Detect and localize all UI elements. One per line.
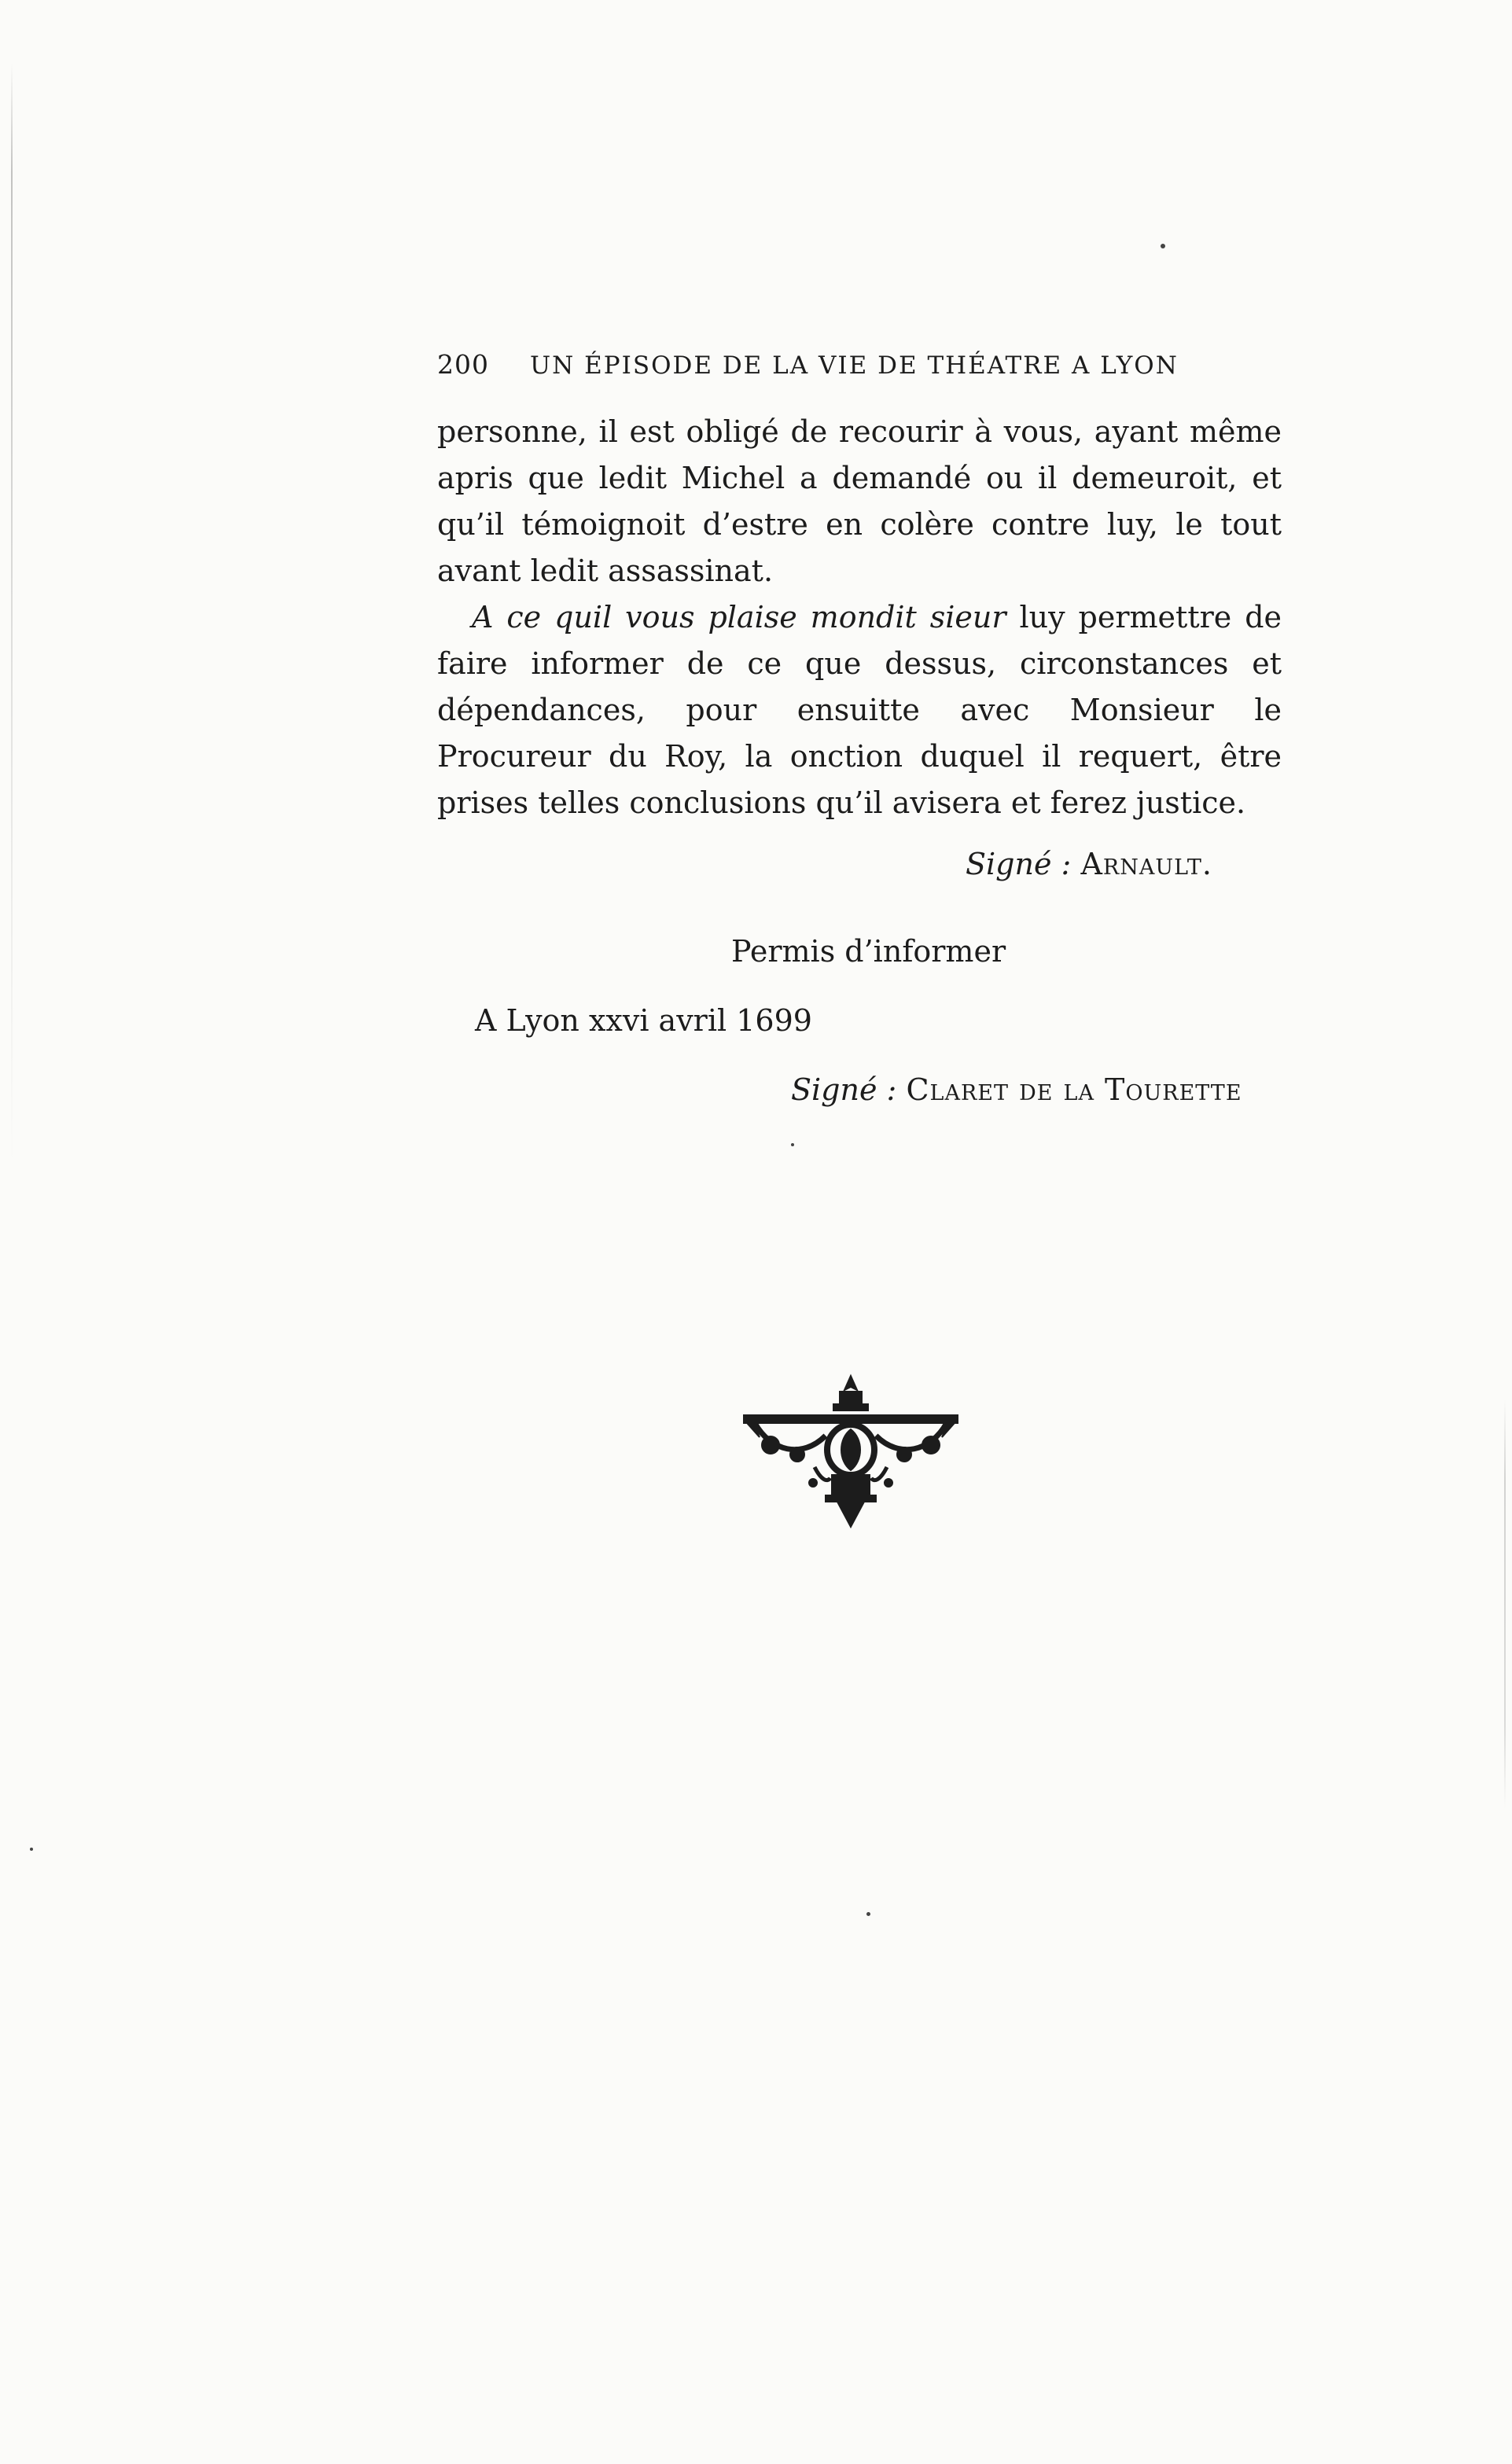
- scan-speck: [1161, 244, 1165, 248]
- running-head-title: UN ÉPISODE DE LA VIE DE THÉATRE A LYON: [530, 351, 1179, 380]
- signature-2-name: Claret de la Tourette: [906, 1072, 1242, 1107]
- scan-speck: [791, 1143, 794, 1146]
- paragraph-2-italic: A ce quil vous plaise mondit sieur: [472, 600, 1006, 634]
- signature-1-name: Arnault.: [1080, 847, 1212, 881]
- signature-2-prefix: Signé :: [791, 1072, 897, 1107]
- scan-speck: [866, 1912, 870, 1916]
- paragraph-1: personne, il est obligé de recourir à vous, ayant même apris que ledit Michel a demandé ou il demeuroit, et qu’il témoignoit d’estre en colère contre luy, le tout avant ledit assassinat.: [437, 414, 1282, 588]
- page-number: 200: [437, 349, 489, 380]
- running-head: [437, 349, 1282, 380]
- signature-1-prefix: Signé :: [966, 847, 1072, 881]
- fleuron-ornament-icon: [739, 1373, 962, 1530]
- scan-right-edge: [1504, 1399, 1506, 1808]
- paragraph-2: [437, 594, 1282, 826]
- permis-line: Permis d’informer: [731, 934, 1006, 969]
- signature-claret: [791, 1072, 1242, 1107]
- paragraph-2-rest: luy permettre de faire informer de ce que dessus, circonstances et dépendances, pour ensuitte avec Monsieur le Procureur du Roy, la onction duquel il requert, être prises telles conclusions qu’il avisera et ferez justice.: [437, 600, 1282, 820]
- body-text: [437, 409, 1282, 826]
- date-line: A Lyon xxvi avril 1699: [475, 1003, 812, 1038]
- signature-arnault: [966, 847, 1212, 881]
- scan-left-edge: [11, 63, 13, 1164]
- scan-speck: [30, 1848, 33, 1851]
